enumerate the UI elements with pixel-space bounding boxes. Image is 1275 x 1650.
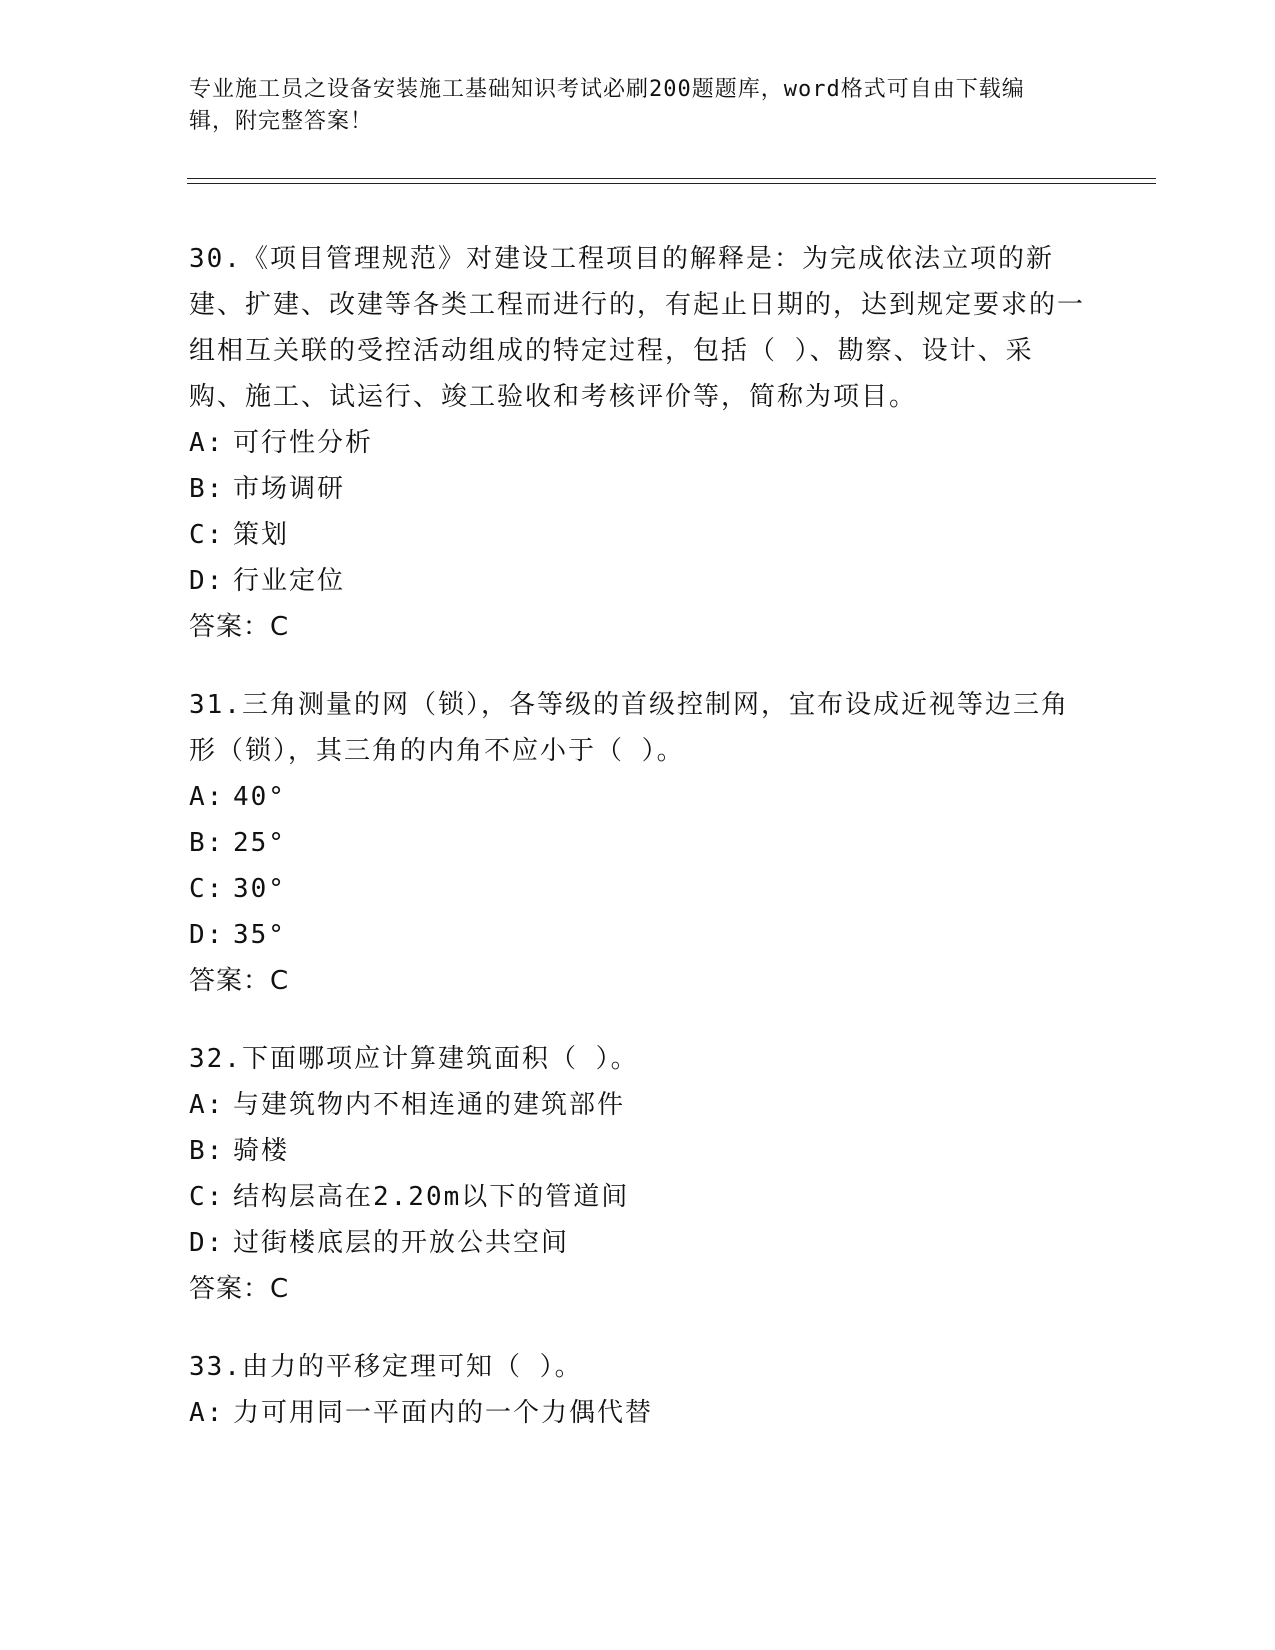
option-a [189,1390,1089,1436]
option-text: 结构层高在2.20m以下的管道间 [233,1182,630,1212]
option-text: 30° [233,874,286,904]
option-text: 策划 [233,520,290,550]
option-a [189,420,1089,466]
option-b [189,466,1089,512]
option-c [189,1174,1089,1220]
option-text: 25° [233,828,286,858]
option-text: 力可用同一平面内的一个力偶代替 [233,1398,654,1428]
option-letter: D: [189,1228,225,1258]
option-c [189,866,1089,912]
question-item [189,1344,1089,1436]
header-divider-line [187,178,1156,179]
option-letter: A: [189,1398,225,1428]
option-d [189,1220,1089,1266]
document-header: 专业施工员之设备安装施工基础知识考试必刷200题题库，word格式可自由下载编辑，附完整答案！ [189,77,1025,134]
option-letter: B: [189,828,225,858]
option-letter: B: [189,474,225,504]
question-text: 31.三角测量的网（锁），各等级的首级控制网，宜布设成近视等边三角形（锁），其三角的内角不应小于（ ）。 [189,690,1069,766]
question-text: 33.由力的平移定理可知（ ）。 [189,1352,583,1382]
option-text: 35° [233,920,286,950]
answer-text: 答案：C [189,1274,290,1304]
option-a [189,774,1089,820]
option-d [189,558,1089,604]
question-item [189,682,1089,1004]
option-text: 行业定位 [233,566,346,596]
option-a [189,1082,1089,1128]
answer-text: 答案：C [189,966,290,996]
option-letter: C: [189,520,225,550]
question-item [189,236,1089,650]
option-text: 市场调研 [233,474,346,504]
option-c [189,512,1089,558]
option-text: 骑楼 [233,1136,290,1166]
option-text: 40° [233,782,286,812]
header-divider-line [187,183,1156,184]
option-text: 与建筑物内不相连通的建筑部件 [233,1090,626,1120]
option-b [189,1128,1089,1174]
question-item [189,1036,1089,1312]
answer-text: 答案：C [189,612,290,642]
option-letter: D: [189,566,225,596]
option-text: 过街楼底层的开放公共空间 [233,1228,570,1258]
option-b [189,820,1089,866]
option-d [189,912,1089,958]
question-text: 32.下面哪项应计算建筑面积（ ）。 [189,1044,639,1074]
question-list [189,236,1089,1468]
option-letter: A: [189,1090,225,1120]
option-letter: D: [189,920,225,950]
option-letter: A: [189,428,225,458]
option-letter: C: [189,1182,225,1212]
option-text: 可行性分析 [233,428,374,458]
option-letter: B: [189,1136,225,1166]
option-letter: C: [189,874,225,904]
question-text: 30.《项目管理规范》对建设工程项目的解释是：为完成依法立项的新建、扩建、改建等各类工程而进行的，有起止日期的，达到规定要求的一组相互关联的受控活动组成的特定过程，包括（ ）、勘察、设计、采购、施工、试运行、竣工验收和考核评价等，简称为项目。 [189,244,1086,412]
option-letter: A: [189,782,225,812]
